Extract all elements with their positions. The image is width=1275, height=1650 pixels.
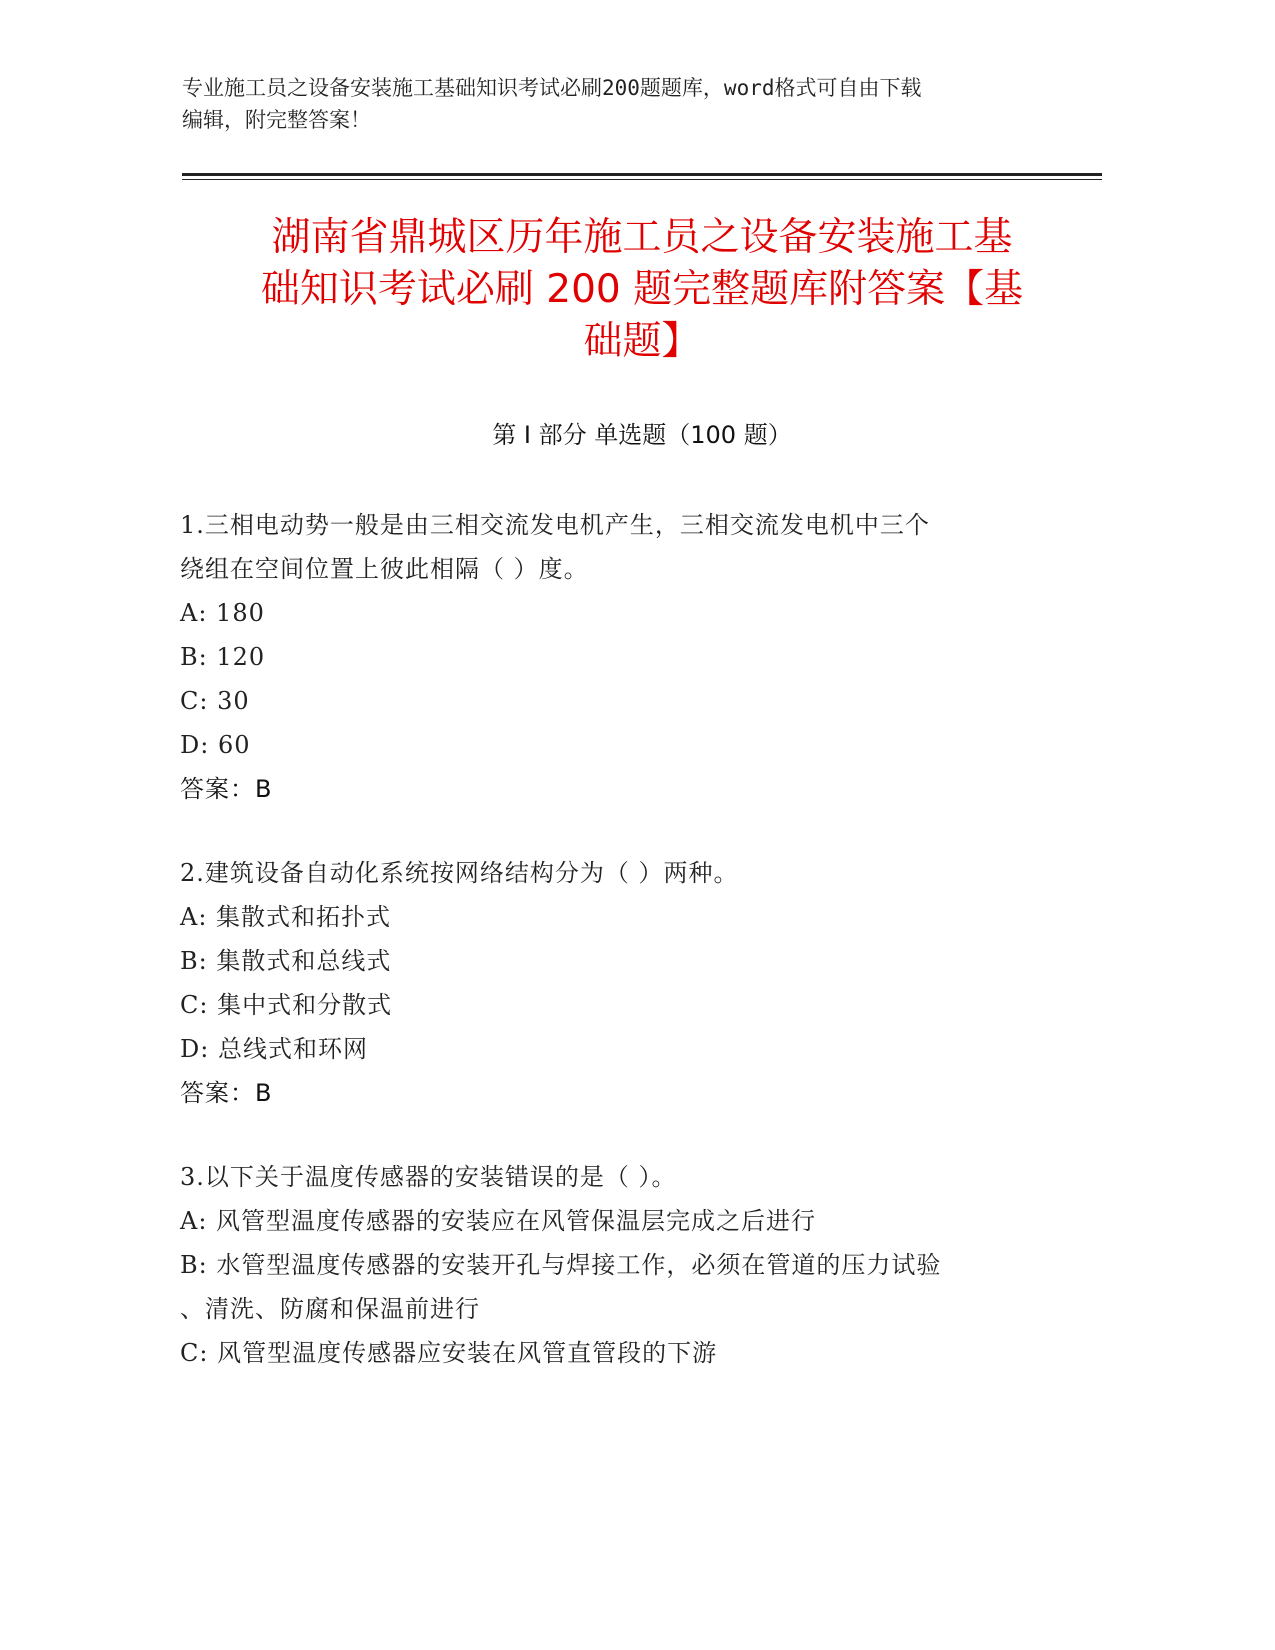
option-b: B: 120 <box>180 643 266 671</box>
option-c: C: 30 <box>180 687 250 715</box>
question-stem: 1.三相电动势一般是由三相交流发电机产生，三相交流发电机中三个 <box>180 511 930 539</box>
header-rule-thick <box>182 173 1102 176</box>
answer: 答案：B <box>180 1079 273 1107</box>
header-rule-thin <box>182 179 1102 180</box>
header-note <box>182 72 1082 136</box>
question-3 <box>180 1155 1040 1375</box>
option-a: A: 集散式和拓扑式 <box>180 903 392 931</box>
title-line2: 础知识考试必刷 200 题完整题库附答案【基 <box>260 267 1024 312</box>
question-2 <box>180 851 1040 1115</box>
option-c: C: 集中式和分散式 <box>180 991 393 1019</box>
option-b: B: 集散式和总线式 <box>180 947 392 975</box>
question-stem: 3.以下关于温度传感器的安装错误的是（ ）。 <box>180 1163 677 1191</box>
option-c: C: 风管型温度传感器应安装在风管直管段的下游 <box>180 1339 718 1367</box>
header-note-line1: 专业施工员之设备安装施工基础知识考试必刷200题题库，word格式可自由下载 <box>182 76 922 100</box>
option-b: B: 水管型温度传感器的安装开孔与焊接工作，必须在管道的压力试验 <box>180 1251 942 1279</box>
header-note-line2: 编辑，附完整答案！ <box>182 108 371 132</box>
question-1 <box>180 503 1040 811</box>
option-a: A: 180 <box>180 599 265 627</box>
option-a: A: 风管型温度传感器的安装应在风管保温层完成之后进行 <box>180 1207 817 1235</box>
document-title <box>182 212 1102 368</box>
option-b-continued: 、清洗、防腐和保温前进行 <box>180 1295 480 1323</box>
answer: 答案：B <box>180 775 273 803</box>
title-line3: 础题】 <box>583 319 701 364</box>
option-d: D: 60 <box>180 731 251 759</box>
option-d: D: 总线式和环网 <box>180 1035 368 1063</box>
question-stem: 2.建筑设备自动化系统按网络结构分为（ ）两种。 <box>180 859 739 887</box>
section-heading: 第 I 部分 单选题（100 题） <box>492 421 792 449</box>
title-line1: 湖南省鼎城区历年施工员之设备安装施工基 <box>271 215 1013 260</box>
question-stem: 绕组在空间位置上彼此相隔（ ）度。 <box>180 555 589 583</box>
